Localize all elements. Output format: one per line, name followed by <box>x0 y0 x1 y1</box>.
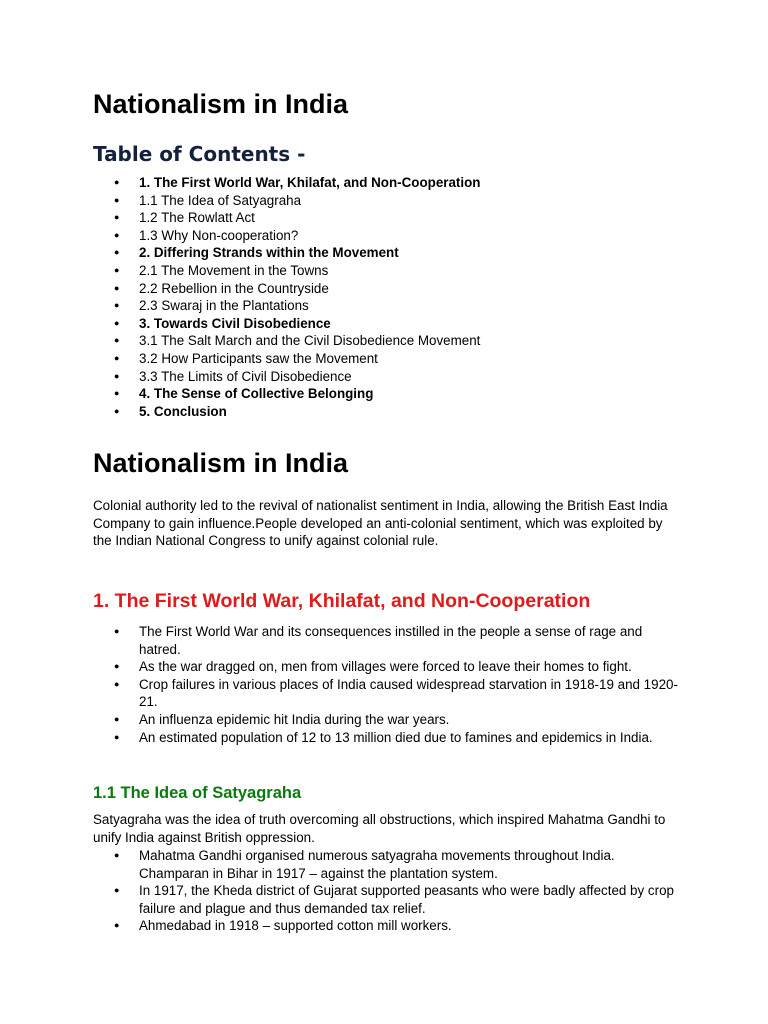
toc-item[interactable]: ● 1. The First World War, Khilafat, and Non-Cooperation <box>93 174 683 192</box>
document-title: Nationalism in India <box>93 89 349 119</box>
toc-item[interactable]: ● 2.3 Swaraj in the Plantations <box>93 297 683 315</box>
list-item: ● An influenza epidemic hit India during the war years. <box>93 711 683 729</box>
toc-item[interactable]: ● 3.2 How Participants saw the Movement <box>93 350 683 368</box>
toc-item[interactable]: ● 3.1 The Salt March and the Civil Disobedience Movement <box>93 332 683 350</box>
toc-heading: Table of Contents - <box>93 142 306 166</box>
toc-item[interactable]: ● 5. Conclusion <box>93 403 683 421</box>
toc-item[interactable]: ● 2.2 Rebellion in the Countryside <box>93 280 683 298</box>
list-item: ● The First World War and its consequences instilled in the people a sense of rage and hatred. <box>93 623 683 658</box>
section-1-list <box>93 623 683 746</box>
intro-paragraph: Colonial authority led to the revival of nationalist sentiment in India, allowing the British East India Company to gain influence.People developed an anti-colonial sentiment, which was exploited by the Indian National Congress to unify against colonial rule. <box>93 498 668 549</box>
list-item: ● Ahmedabad in 1918 – supported cotton mill workers. <box>93 917 683 935</box>
list-item: ● Crop failures in various places of India caused widespread starvation in 1918-19 and 1920-21. <box>93 676 683 711</box>
toc-item[interactable]: ● 3.3 The Limits of Civil Disobedience <box>93 368 683 386</box>
toc-list <box>93 174 683 420</box>
toc-item[interactable]: ● 2. Differing Strands within the Movement <box>93 244 683 262</box>
satyagraha-paragraph: Satyagraha was the idea of truth overcoming all obstructions, which inspired Mahatma Gandhi to unify India against British oppression. <box>93 812 666 845</box>
list-item: ● In 1917, the Kheda district of Gujarat supported peasants who were badly affected by crop failure and plague and thus demanded tax relief. <box>93 882 683 917</box>
section-1-heading: 1. The First World War, Khilafat, and Non-Cooperation <box>93 590 591 612</box>
toc-item[interactable]: ● 4. The Sense of Collective Belonging <box>93 385 683 403</box>
toc-item[interactable]: ● 1.1 The Idea of Satyagraha <box>93 192 683 210</box>
section-1-1-heading: 1.1 The Idea of Satyagraha <box>93 784 302 802</box>
list-item: ● As the war dragged on, men from villages were forced to leave their homes to fight. <box>93 658 683 676</box>
list-item: ● Mahatma Gandhi organised numerous satyagraha movements throughout India. Champaran in Bihar in 1917 – against the plantation system. <box>93 847 683 882</box>
toc-item[interactable]: ● 1.3 Why Non-cooperation? <box>93 227 683 245</box>
toc-item[interactable]: ● 3. Towards Civil Disobedience <box>93 315 683 333</box>
section-1-1-list <box>93 847 683 935</box>
toc-item[interactable]: ● 2.1 The Movement in the Towns <box>93 262 683 280</box>
main-title: Nationalism in India <box>93 448 349 478</box>
list-item: ● An estimated population of 12 to 13 million died due to famines and epidemics in India. <box>93 729 683 747</box>
toc-item[interactable]: ● 1.2 The Rowlatt Act <box>93 209 683 227</box>
